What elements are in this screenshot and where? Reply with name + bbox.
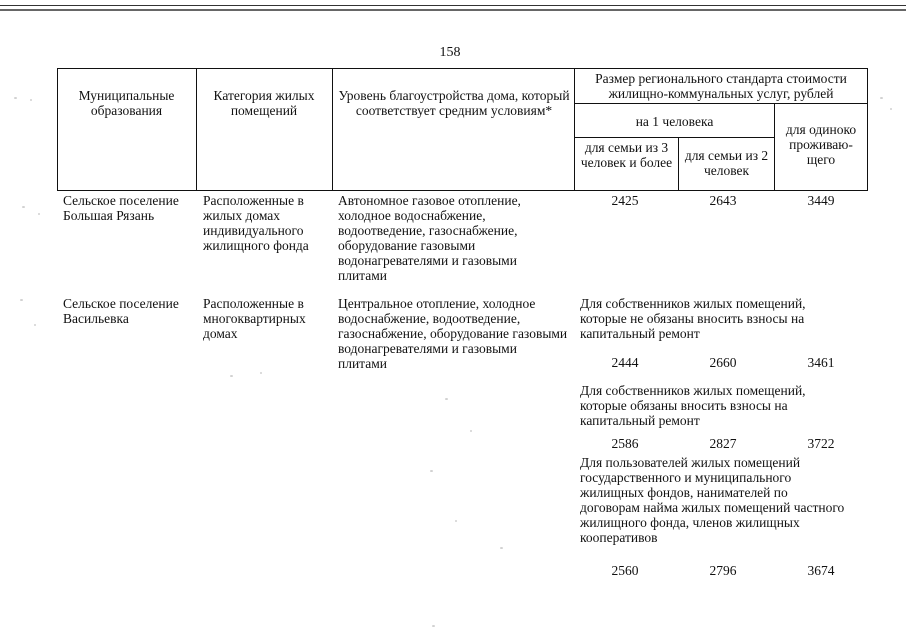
group1-family2: 2660 (709, 355, 737, 370)
row2-category: Расположенные в многоквартирных домах (203, 296, 306, 341)
col-border-1 (196, 68, 197, 191)
header-standard: Размер регионального стандарта стоимости жилищно-коммунальных услуг, рублей (595, 71, 847, 101)
group2-family3: 2586 (611, 436, 639, 451)
header-bottom-border (57, 190, 868, 191)
col-border-2 (332, 68, 333, 191)
group3-label: Для пользователей жилых помещений государственного и муниципального жилищных фондов, нанимателей по договорам найма жилых помещений частного жилищного фонда, членов жилищных кооперативов (580, 455, 845, 545)
row1-municipality: Сельское поселение Большая Рязань (63, 193, 179, 223)
header-single: для одиноко проживаю-щего (785, 122, 857, 167)
row1-single: 3449 (807, 193, 835, 208)
scan-top-edge-shadow (0, 9, 906, 11)
header-divider-1 (574, 103, 868, 104)
group1-label: Для собственников жилых помещений, которые не обязаны вносить взносы на капитальный ремонт (580, 296, 806, 341)
col-border-4 (678, 137, 679, 191)
group3-family2: 2796 (709, 563, 737, 578)
row1-category: Расположенные в жилых домах индивидуального жилищного фонда (203, 193, 309, 253)
group1-family3: 2444 (611, 355, 639, 370)
header-per-person: на 1 человека (635, 114, 714, 129)
col-border-0 (57, 68, 58, 191)
row2-municipality: Сельское поселение Васильевка (63, 296, 179, 326)
group2-family2: 2827 (709, 436, 737, 451)
group2-single: 3722 (807, 436, 835, 451)
header-municipality: Муниципальные образования (78, 88, 175, 118)
row1-family3: 2425 (611, 193, 639, 208)
scan-top-edge (0, 5, 906, 6)
table-top-border (57, 68, 868, 69)
group3-single: 3674 (807, 563, 835, 578)
col-border-3 (574, 68, 575, 191)
row1-family2: 2643 (709, 193, 737, 208)
group2-label: Для собственников жилых помещений, которые обязаны вносить взносы на капитальный ремонт (580, 383, 806, 428)
col-border-6 (867, 68, 868, 191)
row1-level: Автономное газовое отопление, холодное водоснабжение, водоотведение, газоснабжение, оборудование газовыми водонагревателями и газовыми плитами (338, 193, 521, 283)
page-number: 158 (439, 45, 461, 60)
group1-single: 3461 (807, 355, 835, 370)
group3-family3: 2560 (611, 563, 639, 578)
col-border-5 (774, 103, 775, 191)
header-family3: для семьи из 3 человек и более (580, 140, 673, 170)
header-category: Категория жилых помещений (213, 88, 315, 118)
row2-level: Центральное отопление, холодное водоснабжение, водоотведение, газоснабжение, оборудование газовыми водонагревателями и газовыми плитами (338, 296, 568, 371)
header-level: Уровень благоустройства дома, который соответствует средним условиям* (338, 88, 570, 118)
header-divider-2 (574, 137, 774, 138)
header-family2: для семьи из 2 человек (684, 148, 769, 178)
